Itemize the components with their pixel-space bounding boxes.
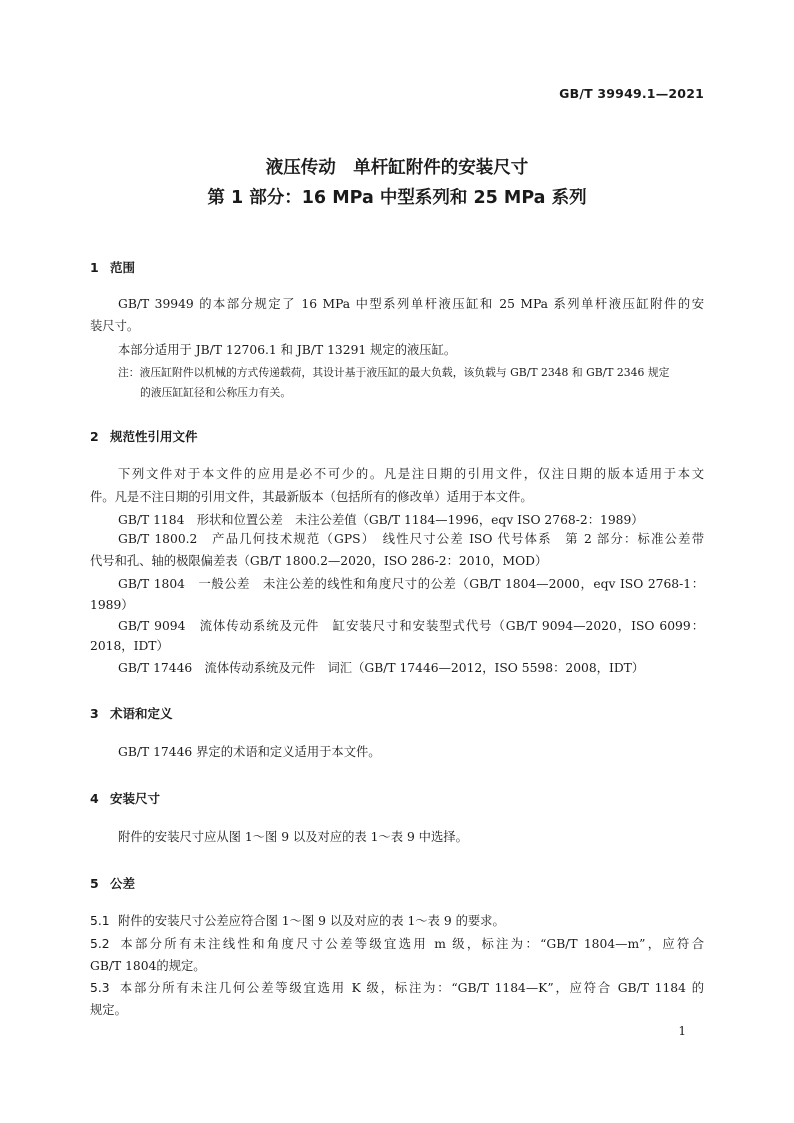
section-1-paragraph-1-line-1: GB/T 39949 的本部分规定了 16 MPa 中型系列单杆液压缸和 25 MPa 系列单杆液压缸附件的安: [118, 297, 704, 311]
clause-5-1: [90, 913, 505, 930]
section-1-title: 范围: [110, 260, 136, 275]
section-1-paragraph-2: 本部分适用于 JB/T 12706.1 和 JB/T 13291 规定的液压缸。: [118, 343, 457, 357]
section-3-paragraph: GB/T 17446 界定的术语和定义适用于本文件。: [118, 745, 381, 759]
section-3-heading: [90, 705, 173, 722]
standard-code: GB/T 39949.1—2021: [559, 86, 704, 101]
section-4-heading: [90, 790, 160, 807]
clause-5-1-text: 附件的安装尺寸公差应符合图 1～图 9 以及对应的表 1～表 9 的要求。: [118, 914, 505, 928]
section-5-heading: [90, 875, 135, 892]
section-5-title: 公差: [110, 876, 136, 891]
section-4-title: 安装尺寸: [110, 791, 161, 806]
section-3-number: 3: [90, 706, 99, 721]
clause-5-3-line-2: 规定。: [90, 1003, 127, 1017]
reference-gb-t-1184: GB/T 1184 形状和位置公差 未注公差值（GB/T 1184—1996，eqv ISO 2768-2：1989）: [118, 513, 644, 527]
section-2-title: 规范性引用文件: [110, 429, 198, 444]
clause-5-2-number: 5.2: [90, 937, 110, 951]
document-title-line-1: 液压传动 单杆缸附件的安装尺寸: [265, 158, 529, 178]
clause-5-3-line-1: [90, 980, 704, 997]
section-1-heading: [90, 259, 135, 276]
section-1-note-line-2: 的液压缸缸径和公称压力有关。: [140, 386, 292, 399]
clause-5-3-number: 5.3: [90, 981, 110, 995]
document-title-line-2: 第 1 部分：16 MPa 中型系列和 25 MPa 系列: [207, 188, 587, 208]
section-4-number: 4: [90, 791, 99, 806]
reference-gb-t-1804-line-1: GB/T 1804 一般公差 未注公差的线性和角度尺寸的公差（GB/T 1804—2000，eqv ISO 2768-1：: [118, 577, 704, 591]
section-2-number: 2: [90, 429, 99, 444]
section-1-note-line-1: [118, 364, 669, 381]
section-1-paragraph-1-line-2: 装尺寸。: [90, 319, 140, 333]
clause-5-1-number: 5.1: [90, 914, 110, 928]
section-3-title: 术语和定义: [110, 706, 173, 721]
reference-gb-t-1804-line-2: 1989）: [90, 598, 134, 612]
note-label: 注：: [118, 366, 140, 379]
section-5-number: 5: [90, 876, 99, 891]
reference-gb-t-17446: GB/T 17446 流体传动系统及元件 词汇（GB/T 17446—2012，ISO 5598：2008，IDT）: [118, 661, 645, 675]
section-2-intro-line-1: 下列文件对于本文件的应用是必不可少的。凡是注日期的引用文件，仅注日期的版本适用于本文: [118, 467, 704, 481]
section-2-heading: [90, 428, 198, 445]
section-2-intro-line-2: 件。凡是不注日期的引用文件，其最新版本（包括所有的修改单）适用于本文件。: [90, 490, 533, 504]
section-4-paragraph: 附件的安装尺寸应从图 1～图 9 以及对应的表 1～表 9 中选择。: [118, 830, 468, 844]
clause-5-2-line-2: GB/T 1804的规定。: [90, 959, 206, 973]
page-number: 1: [678, 1024, 686, 1038]
section-1-number: 1: [90, 260, 99, 275]
clause-5-2-line-1: [90, 936, 704, 953]
reference-gb-t-1800-2-line-1: GB/T 1800.2 产品几何技术规范（GPS） 线性尺寸公差 ISO 代号体系 第 2 部分：标准公差带: [118, 532, 704, 546]
reference-gb-t-9094-line-1: GB/T 9094 流体传动系统及元件 缸安装尺寸和安装型式代号（GB/T 9094—2020，ISO 6099：: [118, 619, 704, 633]
clause-5-3-text: 本部分所有未注几何公差等级宜选用 K 级，标注为：“GB/T 1184—K”，应符合 GB/T 1184 的: [118, 981, 704, 995]
reference-gb-t-1800-2-line-2: 代号和孔、轴的极限偏差表（GB/T 1800.2—2020，ISO 286-2：2010，MOD）: [90, 554, 548, 568]
reference-gb-t-9094-line-2: 2018，IDT）: [90, 639, 169, 653]
clause-5-2-text: 本部分所有未注线性和角度尺寸公差等级宜选用 m 级，标注为：“GB/T 1804—m”，应符合: [118, 937, 704, 951]
note-text: 液压缸附件以机械的方式传递载荷，其设计基于液压缸的最大负载，该负载与 GB/T 2348 和 GB/T 2346 规定: [139, 366, 670, 379]
